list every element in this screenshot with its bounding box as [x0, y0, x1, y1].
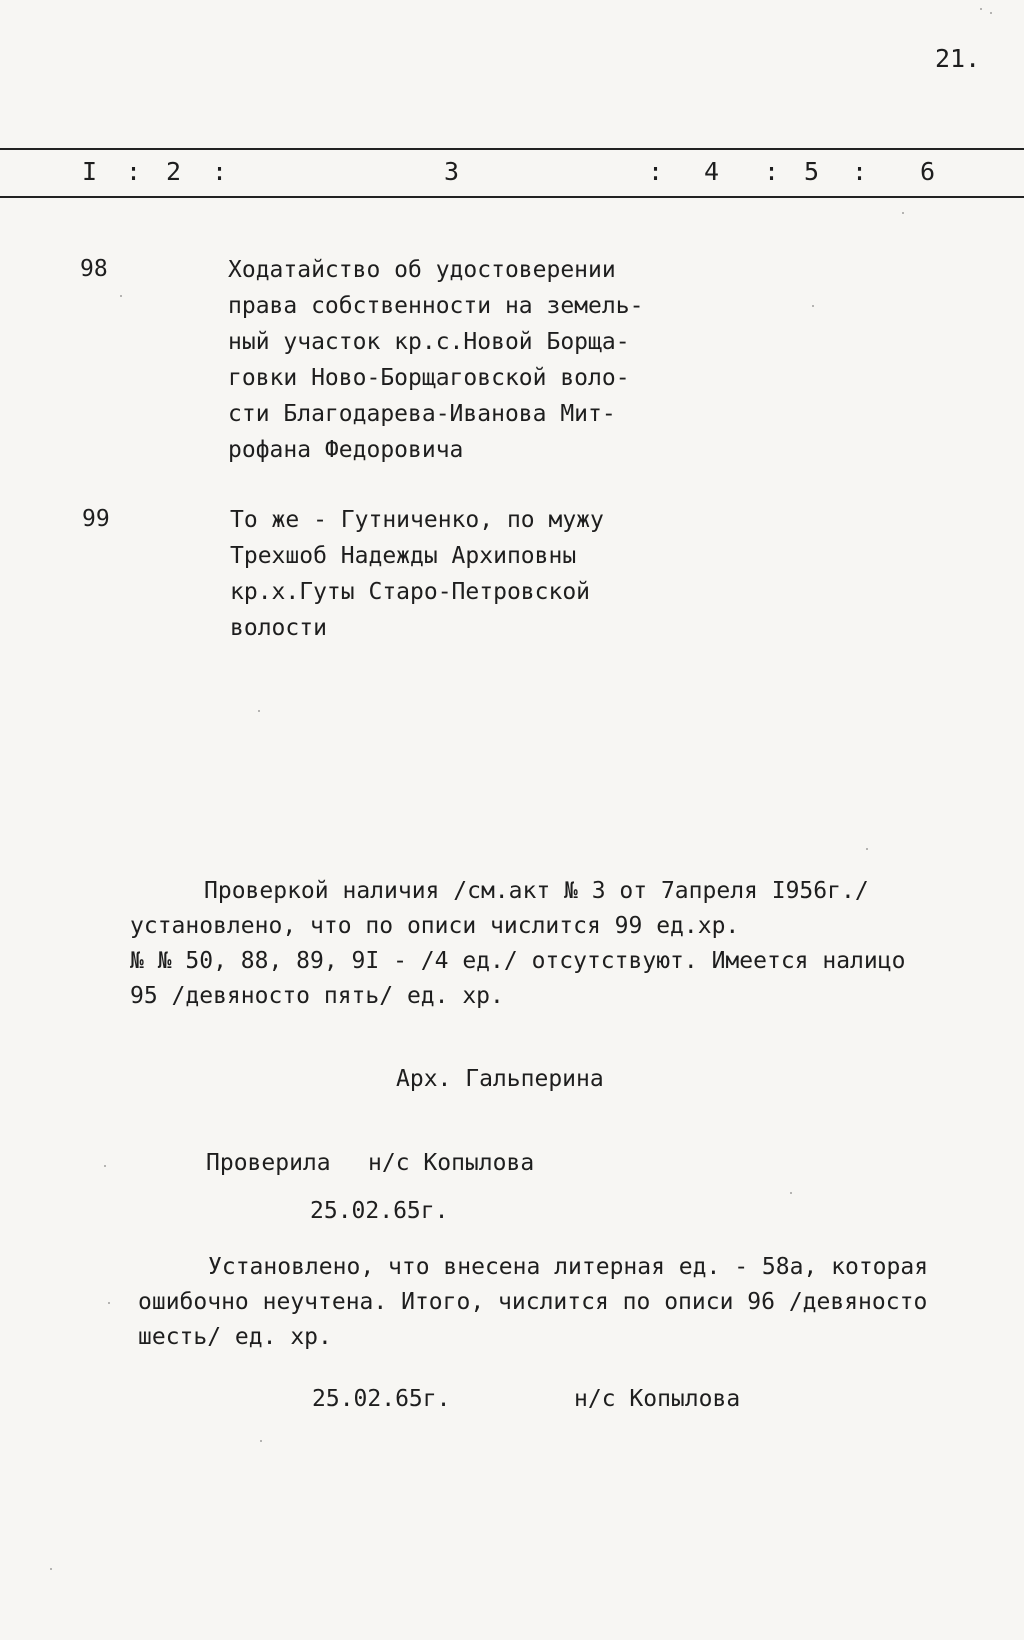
column-6-header: 6 — [920, 157, 936, 186]
column-separator: : — [852, 157, 868, 186]
addendum-line: ошибочно неучтена. Итого, числится по описи 96 /девяносто — [138, 1289, 928, 1315]
page-number: 21. — [935, 44, 981, 73]
entry-line: сти Благодарева-Иванова Мит- — [228, 401, 616, 427]
checked-by-name: н/с Копылова — [368, 1150, 535, 1176]
entry-line: говки Ново-Борщаговской воло- — [228, 365, 630, 391]
scan-speck — [258, 710, 260, 712]
verification-line: установлено, что по описи числится 99 ед.хр. — [130, 913, 740, 939]
scan-speck — [104, 1165, 106, 1167]
entry-line: кр.х.Гуты Старо-Петровской — [230, 579, 591, 605]
entry-number: 98 — [80, 256, 108, 282]
column-3-header: 3 — [444, 157, 460, 186]
verification-line: № № 50, 88, 89, 9I - /4 ед./ отсутствуют. Имеется налицо — [130, 948, 906, 974]
addendum-line: шесть/ ед. хр. — [138, 1324, 332, 1350]
addendum-signature: н/с Копылова — [574, 1386, 741, 1412]
column-separator: : — [764, 157, 780, 186]
checked-by-label: Проверила — [206, 1150, 331, 1176]
entry-description — [230, 502, 604, 646]
column-separator: : — [212, 157, 228, 186]
table-header-bottom-rule — [0, 196, 1024, 198]
entry-line: ный участок кр.с.Новой Борща- — [228, 329, 630, 355]
scan-speck — [902, 212, 904, 214]
table-header-top-rule — [0, 148, 1024, 150]
column-5-header: 5 — [804, 157, 820, 186]
entry-number: 99 — [82, 506, 110, 532]
verification-note — [130, 874, 905, 1014]
scan-speck — [108, 1302, 110, 1304]
addendum-note — [138, 1250, 928, 1355]
entry-line: Трехшоб Надежды Архиповны — [230, 543, 577, 569]
scan-speck — [980, 8, 982, 10]
checked-date: 25.02.65г. — [310, 1198, 449, 1224]
entry-line: Ходатайство об удостоверении — [228, 257, 616, 283]
entry-line: То же - Гутниченко, по мужу — [230, 507, 604, 533]
entry-description — [228, 252, 643, 468]
scan-speck — [790, 1192, 792, 1194]
scan-speck — [120, 295, 122, 297]
entry-line: права собственности на земель- — [228, 293, 644, 319]
column-4-header: 4 — [704, 157, 720, 186]
entry-line: рофана Федоровича — [228, 437, 464, 463]
addendum-line: Установлено, что внесена литерная ед. - 58а, которая — [208, 1254, 929, 1280]
scan-speck — [866, 848, 868, 850]
column-separator: : — [648, 157, 664, 186]
addendum-date: 25.02.65г. — [312, 1386, 451, 1412]
column-2-header: 2 — [166, 157, 182, 186]
column-1-header: I — [82, 157, 98, 186]
column-separator: : — [126, 157, 142, 186]
scan-speck — [50, 1568, 52, 1570]
archivist-signature: Арх. Гальперина — [396, 1066, 604, 1092]
verification-line: 95 /девяносто пять/ ед. хр. — [130, 983, 504, 1009]
verification-line: Проверкой наличия /см.акт № 3 от 7апреля I956г./ — [204, 878, 869, 904]
scan-speck — [812, 305, 814, 307]
scan-speck — [990, 12, 992, 14]
scan-speck — [260, 1440, 262, 1442]
entry-line: волости — [230, 615, 327, 641]
